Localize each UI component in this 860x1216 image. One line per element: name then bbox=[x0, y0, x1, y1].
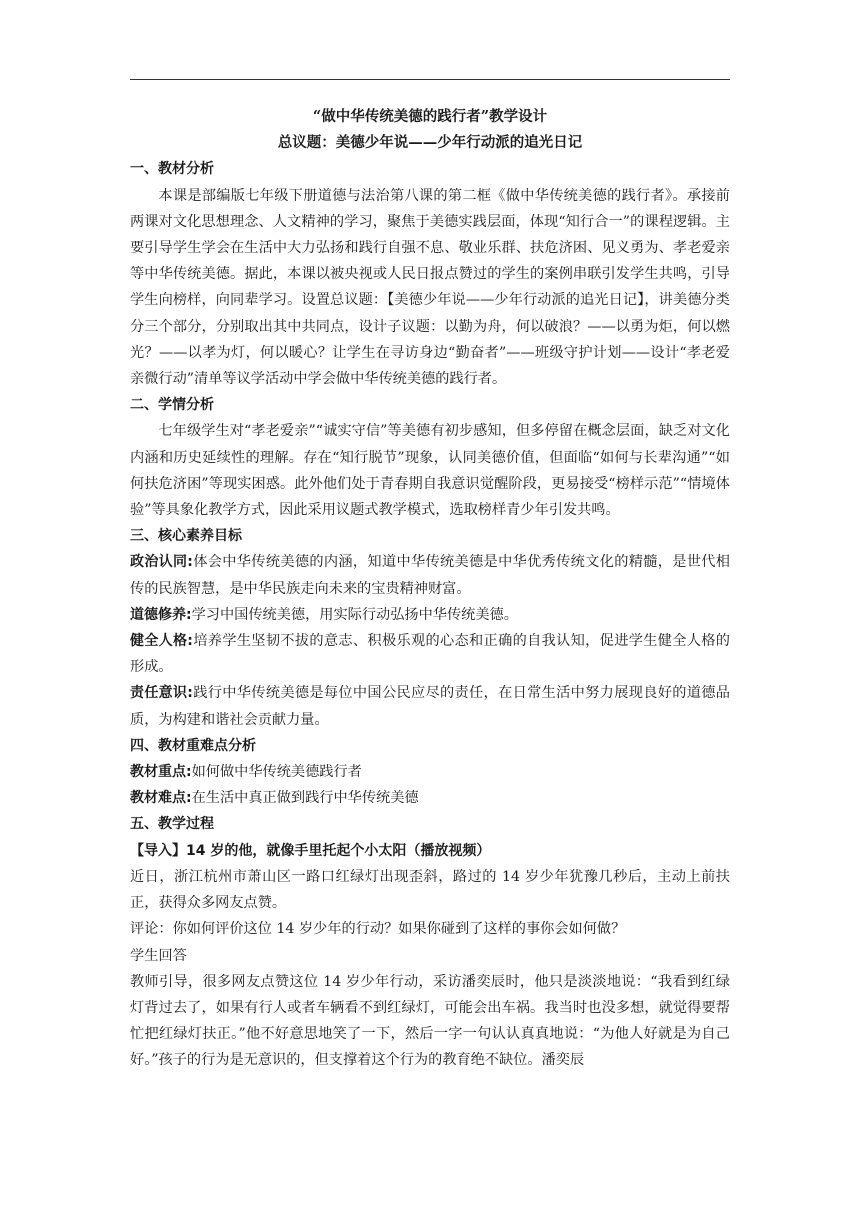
section-2-body: 七年级学生对“孝老爱亲”“诚实守信”等美德有初步感知，但多停留在概念层面，缺乏对文化内涵和历史延续性的理解。存在“知行脱节”现象，认同美德价值，但面临“如何与长辈沟通”“如何扶危济困”等现实困惑。此外他们处于青春期自我意识觉醒阶段，更易接受“榜样示范”“情境体验”等具象化教学方式，因此采用议题式教学模式，选取榜样青少年引发共鸣。 bbox=[130, 423, 730, 519]
goal-responsibility bbox=[130, 680, 730, 732]
key-text: 如何做中华传统美德践行者 bbox=[191, 764, 362, 781]
section-heading-5: 五、教学过程 bbox=[130, 816, 214, 833]
goal-text: 践行中华传统美德是每位中国公民应尽的责任，在日常生活中努力展现良好的道德品质，为构建和谐社会贡献力量。 bbox=[130, 685, 730, 728]
goal-moral bbox=[130, 602, 730, 628]
header-rule bbox=[130, 79, 730, 80]
section-heading-1: 一、教材分析 bbox=[130, 161, 214, 178]
goal-text: 体会中华传统美德的内涵，知道中华传统美德是中华优秀传统文化的精髓，是世代相传的民族智慧，是中华民族走向未来的宝贵精神财富。 bbox=[130, 554, 730, 597]
goal-text: 培养学生坚韧不拔的意志、积极乐观的心态和正确的自我认知，促进学生健全人格的形成。 bbox=[130, 633, 730, 676]
goal-label: 健全人格: bbox=[130, 633, 193, 650]
doc-subtitle: 总议题：美德少年说——少年行动派的追光日记 bbox=[277, 134, 583, 152]
goal-label: 道德修养: bbox=[130, 606, 192, 623]
intro-paragraph-3: 学生回答 bbox=[130, 947, 187, 964]
key-point bbox=[130, 759, 730, 785]
section-1-body: 本课是部编版七年级下册道德与法治第八课的第二框《做中华传统美德的践行者》。承接前两课对文化思想理念、人文精神的学习，聚焦于美德实践层面，体现“知行合一”的课程逻辑。主要引导学生学会在生活中大力弘扬和践行自强不息、敬业乐群、扶危济困、见义勇为、孝老爱亲等中华传统美德。据此，本课以被央视或人民日报点赞过的学生的案例串联引发学生共鸣，引导学生向榜样，向同辈学习。设置总议题：【美德少年说——少年行动派的追光日记】，讲美德分类分三个部分，分别取出其中共同点，设计子议题：以勤为舟，何以破浪？——以勇为炬，何以燃光？——以孝为灯，何以暖心？让学生在寻访身边“勤奋者”——班级守护计划——设计“孝老爱亲微行动”清单等议学活动中学会做中华传统美德的践行者。 bbox=[130, 187, 730, 388]
diff-label: 教材难点: bbox=[130, 790, 192, 807]
goal-personality bbox=[130, 628, 730, 680]
doc-title: “做中华传统美德的践行者”教学设计 bbox=[312, 108, 548, 125]
intro-paragraph-4: 教师引导，很多网友点赞这位 14 岁少年行动，采访潘奕辰时，他只是淡淡地说：“我看到红绿灯背过去了，如果有行人或者车辆看不到红绿灯，可能会出车祸。我当时也没多想，就觉得要帮忙把红绿灯扶正。”他不好意思地笑了一下，然后一字一句认认真真地说：“为他人好就是为自己好。”孩子的行为是无意识的，但支撑着这个行为的教育绝不缺位。潘奕辰 bbox=[130, 973, 730, 1069]
section-heading-4: 四、教材重难点分析 bbox=[130, 737, 256, 754]
intro-heading: 【导入】14 岁的他，就像手里托起个小太阳（播放视频） bbox=[130, 842, 491, 859]
intro-paragraph-2: 评论：你如何评价这位 14 岁少年的行动？如果你碰到了这样的事你会如何做？ bbox=[130, 921, 626, 938]
section-heading-3: 三、核心素养目标 bbox=[130, 528, 242, 545]
diff-text: 在生活中真正做到践行中华传统美德 bbox=[191, 790, 419, 807]
goal-political bbox=[130, 549, 730, 601]
difficult-point bbox=[130, 785, 730, 811]
key-label: 教材重点: bbox=[130, 764, 192, 781]
document-body bbox=[130, 104, 730, 1074]
intro-paragraph-1: 近日，浙江杭州市萧山区一路口红绿灯出现歪斜，路过的 14 岁少年犹豫几秒后，主动上前扶正，获得众多网友点赞。 bbox=[130, 868, 730, 912]
goal-label: 责任意识: bbox=[130, 685, 193, 702]
goal-label: 政治认同: bbox=[130, 554, 193, 571]
section-heading-2: 二、学情分析 bbox=[130, 397, 214, 414]
goal-text: 学习中国传统美德，用实际行动弘扬中华传统美德。 bbox=[191, 606, 518, 623]
